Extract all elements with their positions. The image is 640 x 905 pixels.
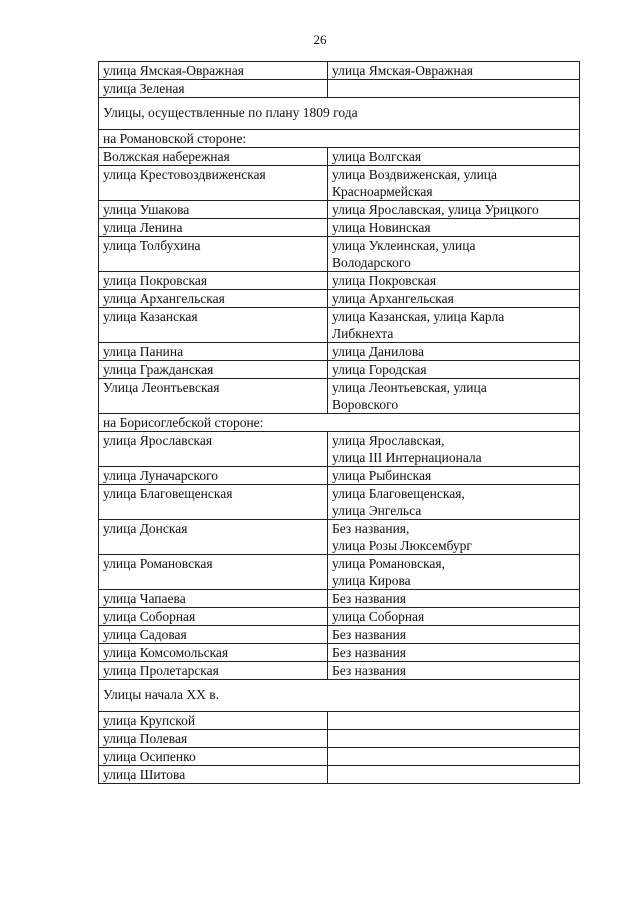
modern-street-name: улица Архангельская: [99, 290, 328, 308]
historical-street-name: улица Ярославская, улица Урицкого: [328, 201, 580, 219]
table-row: [99, 555, 580, 590]
table-row: [99, 467, 580, 485]
historical-street-name: улица Воздвиженская, улица Красноармейская: [328, 166, 580, 201]
modern-street-name: улица Ярославская: [99, 432, 328, 467]
table-row: [99, 290, 580, 308]
historical-street-name: улица Покровская: [328, 272, 580, 290]
modern-street-name: улица Осипенко: [99, 748, 328, 766]
table-row: [99, 379, 580, 414]
modern-street-name: улица Пролетарская: [99, 662, 328, 680]
table-row: [99, 80, 580, 98]
table-row: [99, 590, 580, 608]
modern-street-name: улица Комсомольская: [99, 644, 328, 662]
side-heading-row: [99, 414, 580, 432]
historical-street-name: улица Ямская-Овражная: [328, 62, 580, 80]
modern-street-name: улица Панина: [99, 343, 328, 361]
table-row: [99, 748, 580, 766]
table-row: [99, 712, 580, 730]
table-row: [99, 485, 580, 520]
side-heading-row: [99, 130, 580, 148]
historical-street-name: Без названия: [328, 590, 580, 608]
historical-street-name: улица Казанская, улица Карла Либкнехта: [328, 308, 580, 343]
historical-street-name: Без названия, улица Розы Люксембург: [328, 520, 580, 555]
table-row: [99, 201, 580, 219]
section-heading: Улицы начала XX в.: [99, 680, 580, 712]
modern-street-name: улица Луначарского: [99, 467, 328, 485]
table-row: [99, 237, 580, 272]
modern-street-name: улица Крупской: [99, 712, 328, 730]
historical-street-name: [328, 730, 580, 748]
historical-street-name: Без названия: [328, 644, 580, 662]
section-heading-row: [99, 98, 580, 130]
modern-street-name: улица Садовая: [99, 626, 328, 644]
table-row: [99, 308, 580, 343]
modern-street-name: улица Покровская: [99, 272, 328, 290]
modern-street-name: улица Крестовоздвиженская: [99, 166, 328, 201]
page-number: 26: [313, 32, 327, 47]
modern-street-name: улица Соборная: [99, 608, 328, 626]
streets-table: [98, 61, 580, 784]
historical-street-name: улица Романовская, улица Кирова: [328, 555, 580, 590]
modern-street-name: улица Ямская-Овражная: [99, 62, 328, 80]
table-row: [99, 608, 580, 626]
modern-street-name: улица Зеленая: [99, 80, 328, 98]
historical-street-name: улица Соборная: [328, 608, 580, 626]
historical-street-name: улица Уклеинская, улица Володарского: [328, 237, 580, 272]
modern-street-name: улица Шитова: [99, 766, 328, 784]
modern-street-name: улица Донская: [99, 520, 328, 555]
streets-table-body: [99, 62, 580, 784]
historical-street-name: улица Благовещенская, улица Энгельса: [328, 485, 580, 520]
table-row: [99, 730, 580, 748]
historical-street-name: улица Леонтьевская, улица Воровского: [328, 379, 580, 414]
modern-street-name: улица Романовская: [99, 555, 328, 590]
modern-street-name: улица Ленина: [99, 219, 328, 237]
historical-street-name: [328, 748, 580, 766]
table-row: [99, 644, 580, 662]
modern-street-name: улица Полевая: [99, 730, 328, 748]
historical-street-name: Без названия: [328, 626, 580, 644]
modern-street-name: улица Гражданская: [99, 361, 328, 379]
modern-street-name: улица Чапаева: [99, 590, 328, 608]
modern-street-name: улица Ушакова: [99, 201, 328, 219]
section-heading-row: [99, 680, 580, 712]
table-row: [99, 219, 580, 237]
historical-street-name: [328, 80, 580, 98]
table-row: [99, 626, 580, 644]
table-row: [99, 148, 580, 166]
historical-street-name: улица Городская: [328, 361, 580, 379]
modern-street-name: улица Благовещенская: [99, 485, 328, 520]
historical-street-name: улица Ярославская, улица III Интернационала: [328, 432, 580, 467]
historical-street-name: улица Данилова: [328, 343, 580, 361]
table-row: [99, 361, 580, 379]
table-row: [99, 166, 580, 201]
historical-street-name: Без названия: [328, 662, 580, 680]
table-row: [99, 343, 580, 361]
historical-street-name: улица Рыбинская: [328, 467, 580, 485]
table-row: [99, 432, 580, 467]
historical-street-name: [328, 712, 580, 730]
modern-street-name: Улица Леонтьевская: [99, 379, 328, 414]
side-heading: на Борисоглебской стороне:: [99, 414, 580, 432]
historical-street-name: улица Волгская: [328, 148, 580, 166]
historical-street-name: улица Новинская: [328, 219, 580, 237]
table-row: [99, 272, 580, 290]
modern-street-name: улица Толбухина: [99, 237, 328, 272]
historical-street-name: [328, 766, 580, 784]
side-heading: на Романовской стороне:: [99, 130, 580, 148]
historical-street-name: улица Архангельская: [328, 290, 580, 308]
table-row: [99, 766, 580, 784]
table-row: [99, 520, 580, 555]
table-row: [99, 62, 580, 80]
modern-street-name: улица Казанская: [99, 308, 328, 343]
section-heading: Улицы, осуществленные по плану 1809 года: [99, 98, 580, 130]
table-row: [99, 662, 580, 680]
modern-street-name: Волжская набережная: [99, 148, 328, 166]
